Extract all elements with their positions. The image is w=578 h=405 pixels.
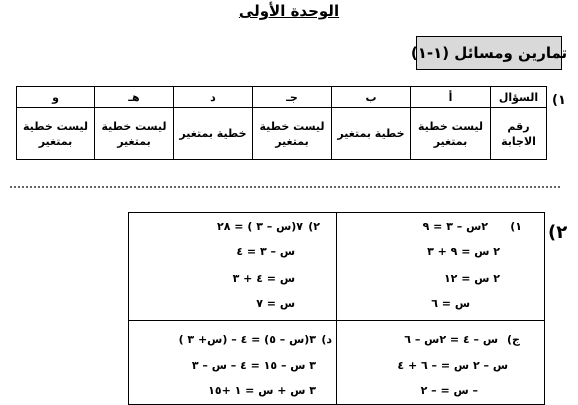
section-divider <box>10 186 560 188</box>
answer-label-cell <box>491 108 547 160</box>
answer-text: ليست خطية <box>259 119 325 133</box>
solution-2-line-2: س – ٣ = ٤ <box>236 245 295 258</box>
answer-text: بمتغير <box>433 134 468 148</box>
solution-4-line-3: ٣ س + س = ١ +١٥ <box>208 384 316 397</box>
answer-text: ليست خطية <box>101 119 167 133</box>
solution-1-line-2: ٢ س = ٩ + ٣ <box>427 245 500 258</box>
solution-2-line-4: س = ٧ <box>256 297 295 310</box>
answer-text: خطية بمتغير <box>337 127 405 140</box>
answer-text: بمتغير <box>38 134 73 148</box>
column-header-a: أ <box>411 87 491 108</box>
column-header-c: جـ <box>253 87 332 108</box>
column-header-e: هـ <box>95 87 174 108</box>
answer-cell-b <box>332 108 411 160</box>
solution-1-line-3: ٢ س = ١٢ <box>443 272 500 285</box>
answer-text: خطية بمتغير <box>179 127 247 140</box>
section-title: تمارين ومسائل (١-١) <box>416 36 562 70</box>
question-1-number: ١) <box>552 93 566 108</box>
solution-4-label: د) <box>321 333 332 346</box>
answer-text: ليست خطية <box>22 119 89 133</box>
solution-3-line-1: س – ٤ = ٢س – ٦ <box>404 333 498 346</box>
answer-cell-c <box>253 108 332 160</box>
solution-4-line-1: ٣(س – ٥) = ٤ – (س+ ٣ ) <box>178 333 316 346</box>
solution-1-line-1: ٢س – ٣ = ٩ <box>422 220 488 233</box>
question-label-cell: السؤال <box>491 87 547 108</box>
column-header-d: د <box>174 87 253 108</box>
answer-text: ليست خطية <box>417 119 484 133</box>
answer-text: بمتغير <box>117 134 151 148</box>
answer-cell-e <box>95 108 174 160</box>
answer-cell-f <box>17 108 95 160</box>
solution-2-line-3: س = ٤ + ٣ <box>232 272 295 285</box>
answer-label-line-1: رقم <box>507 119 530 133</box>
solution-3-line-3: – س = – ٢ <box>420 384 478 397</box>
answer-table-header-row <box>17 87 547 108</box>
answer-label-line-2: الاجابة <box>501 134 536 148</box>
answer-table-answer-row <box>17 108 547 160</box>
grid-vertical-line <box>336 212 337 405</box>
unit-title: الوحدة الأولى <box>238 2 340 20</box>
solution-1-label: ١) <box>510 220 522 233</box>
solution-3-line-2: س – ٢ س = – ٦ + ٤ <box>397 359 508 372</box>
question-2-number: ٢) <box>548 222 568 243</box>
solution-2-label: ٢) <box>308 220 320 233</box>
solution-1-line-4: س = ٦ <box>431 297 470 310</box>
column-header-f: و <box>17 87 95 108</box>
solution-3-label: ج) <box>507 333 520 346</box>
column-header-b: ب <box>332 87 411 108</box>
solution-2-line-1: ٧(س – ٣ ) = ٢٨ <box>217 220 303 233</box>
grid-horizontal-line <box>128 320 545 321</box>
answer-table <box>16 86 547 160</box>
answer-cell-d <box>174 108 253 160</box>
answer-text: بمتغير <box>275 134 309 148</box>
answer-cell-a <box>411 108 491 160</box>
solution-4-line-2: ٣ س – ١٥ = ٤ – س – ٣ <box>191 359 316 372</box>
